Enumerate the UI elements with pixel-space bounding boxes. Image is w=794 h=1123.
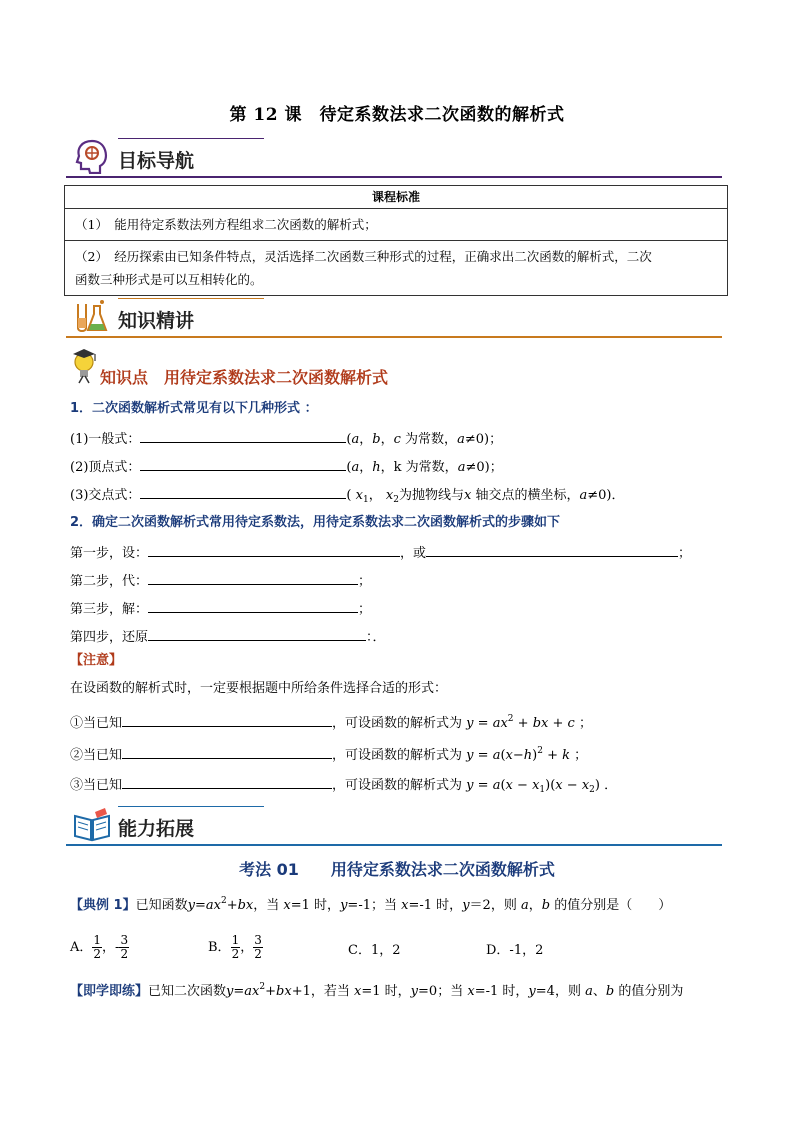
blank xyxy=(122,774,332,789)
flask-icon xyxy=(72,298,112,334)
example-1: 【典例 1】已知函数$y=ax^2+bx$，当 x=1 时，y=-1；当 x=-1 时，y＝2，则 a，b 的值分别是（ ） xyxy=(70,896,672,913)
standards-row-2: （2） 经历探索由已知条件特点，灵活选择二次函数三种形式的过程，正确求出二次函数的解析式，二次 函数三种形式是可以互相转化的。 xyxy=(65,241,728,296)
note-case-2: ②当已知 ，可设函数的解析式为 $y = a(x-h)^2 + k$ ； xyxy=(70,746,588,763)
step-2-line: 第二步，代： ； xyxy=(70,570,371,591)
p2-heading: 2．确定二次函数解析式常用待定系数法，用待定系数法求二次函数解析式的步骤如下 xyxy=(70,515,561,530)
blank xyxy=(140,428,346,443)
method-heading: 考法 01 用待定系数法求二次函数解析式 xyxy=(239,860,555,879)
standards-row-1: （1） 能用待定系数法列方程组求二次函数的解析式； xyxy=(65,209,728,241)
section-ability-header xyxy=(66,806,722,846)
option-d: D．-1，2 xyxy=(486,943,544,958)
blank xyxy=(148,570,358,585)
note-case-1: ①当已知 ，可设函数的解析式为 $y = ax^2$ + bx + c ； xyxy=(70,714,592,731)
p1-heading: 1．二次函数解析式常见有以下几种形式 ： xyxy=(70,401,318,416)
page-title: 第 12 课 待定系数法求二次函数的解析式 xyxy=(229,105,565,125)
step-4-line: 第四步，还原 ：． xyxy=(70,626,386,647)
form-general-line: (1)一般式： (a，b，c 为常数，a≠0)； xyxy=(70,428,502,449)
section-ability-title: 能力拓展 xyxy=(118,818,195,840)
blank xyxy=(140,456,346,471)
brain-head-icon xyxy=(72,138,112,174)
standards-header: 课程标准 xyxy=(65,186,728,209)
step-3-line: 第三步，解： ； xyxy=(70,598,371,619)
blank xyxy=(148,598,358,613)
option-b: B． $\frac{1}{2}$ ， $\frac{3}{2}$ xyxy=(208,933,262,961)
knowledge-point-heading xyxy=(70,348,470,388)
section-goal-title: 目标导航 xyxy=(118,150,195,172)
lightbulb-icon xyxy=(70,348,100,384)
blank xyxy=(122,744,332,759)
section-knowledge-title: 知识精讲 xyxy=(118,310,195,332)
note-case-3: ③当已知 ，可设函数的解析式为 $y = a(x - x_1)(x - x_2)$ ． xyxy=(70,774,617,799)
step-1-line: 第一步，设： ，或 ； xyxy=(70,542,691,563)
course-standards-table xyxy=(64,185,728,296)
section-goal-header xyxy=(66,138,722,178)
open-book-icon xyxy=(72,806,112,842)
knowledge-point-title: 知识点 用待定系数法求二次函数解析式 xyxy=(100,368,389,387)
section-knowledge-header xyxy=(66,298,722,338)
form-vertex-line: (2)顶点式： (a，h，k 为常数，a≠0)； xyxy=(70,456,503,477)
blank xyxy=(426,542,678,557)
form-intercept-line: (3)交点式： ( $x_1$， $x_2$为抛物线与x 轴交点的横坐标，a≠0)． xyxy=(70,484,624,509)
practice-1: 【即学即练】已知二次函数$y=ax^2+bx+1$，若当 x=1 时，y=0；当 x=-1 时，y=4，则 a、b 的值分别为 xyxy=(70,982,684,999)
note-tag: 【注意】 xyxy=(70,653,123,668)
option-c: C．1，2 xyxy=(348,943,401,958)
blank xyxy=(122,712,332,727)
blank xyxy=(148,626,366,641)
blank xyxy=(148,542,400,557)
blank xyxy=(140,484,346,499)
note-intro: 在设函数的解析式时，一定要根据题中所给条件选择合适的形式： xyxy=(70,681,448,696)
option-a: A． $\frac{1}{2}$ ，- $\frac{3}{2}$ xyxy=(70,933,129,961)
